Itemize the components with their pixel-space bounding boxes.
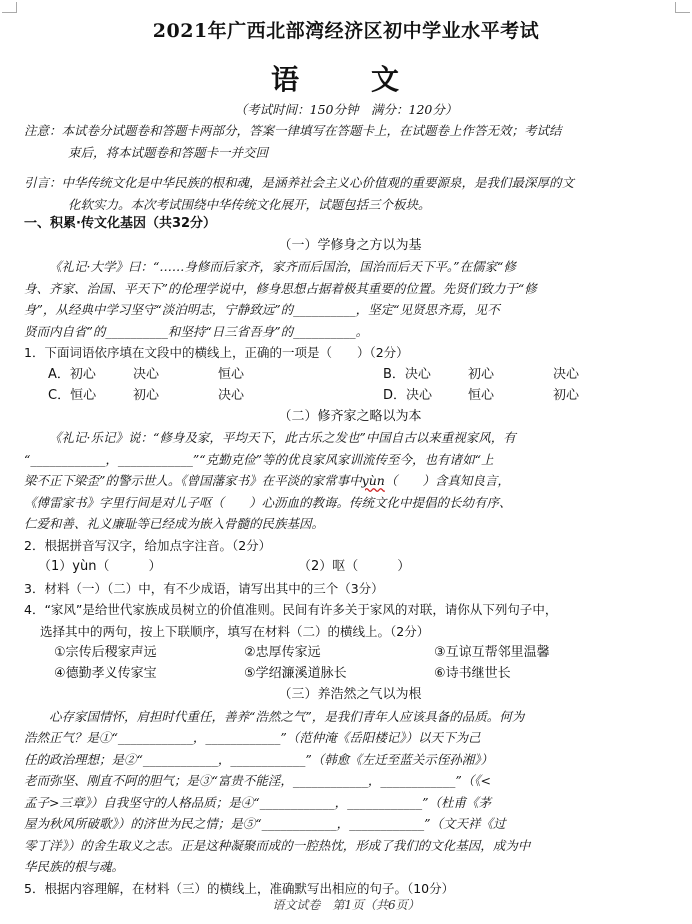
couplet-option-1: ①宗传后稷家声远 bbox=[54, 645, 157, 660]
passage-3-line-7: 零丁洋》）的舍生取义之志。正是这种凝聚而成的一腔热忱，形成了我们的文化基因，成为中 bbox=[24, 837, 531, 853]
question-4-options bbox=[24, 642, 676, 684]
option-c-word-1: C．恒心 bbox=[48, 387, 97, 403]
subsection-1-title: （一）学修身之方以为基 bbox=[278, 237, 422, 253]
passage-3-line-1: 心存家国情怀，肩担时代重任，善养“浩然之气”，是我们青年人应该具备的品质。何为 bbox=[49, 708, 525, 724]
page-footer: 语文试卷 第1页（共6页） bbox=[272, 898, 420, 912]
option-b-word-2: 初心 bbox=[468, 366, 495, 382]
section-1 bbox=[24, 213, 676, 899]
option-b-word-3: 决心 bbox=[553, 366, 580, 382]
passage-1-line-2: 身、齐家、治国、平天下”的伦理学说中，修身思想占据着极其重要的位置。先贤们致力于“修 bbox=[24, 280, 537, 296]
option-c-word-2: 初心 bbox=[133, 387, 160, 403]
passage-1-line-3: 身”，从经典中学习坚守“淡泊明志，宁静致远”的__________，坚定“见贤思齐焉，见不 bbox=[24, 302, 500, 317]
passage-3-line-3: 任的政治理想；是②“____________，____________”（韩愈《左迁至蓝关示侄孙湘》） bbox=[24, 751, 494, 767]
passage-2-line-3-b: （ ）含真知良言， bbox=[384, 473, 510, 488]
notice-line-1: 本试卷分试题卷和答题卡两部分，答案一律填写在答题卡上，在试题卷上作答无效；考试结 bbox=[61, 123, 562, 138]
option-a-word-3: 恒心 bbox=[218, 366, 245, 382]
page-corner-mark-right bbox=[675, 2, 690, 13]
couplet-option-2: ②忠厚传家远 bbox=[244, 645, 321, 660]
passage-2-line-2: “____________，____________”“克勤克俭”等的优良家风家训流传至今，也有诸如“上 bbox=[24, 451, 494, 467]
option-a-word-2: 决心 bbox=[133, 366, 160, 382]
couplet-option-5: ⑤学绍濂溪道脉长 bbox=[244, 666, 347, 681]
subject-title: 语 文 bbox=[270, 63, 421, 96]
passage-2-line-5: 仁爱和善、礼义廉耻等已经成为嵌入骨髓的民族基因。 bbox=[24, 516, 325, 531]
intro-block bbox=[24, 172, 676, 215]
question-1-options bbox=[24, 364, 676, 406]
passage-3-line-6: 屋为秋风所破歌》）的济世为民之情；是⑤“____________，____________”（文天祥《过 bbox=[24, 816, 506, 831]
question-2-part-1: （1）yùn（ ） bbox=[38, 559, 162, 574]
option-a-word-1: A．初心 bbox=[48, 366, 96, 382]
intro-label: 引言： bbox=[24, 175, 62, 190]
notice-line-2: 束后，将本试题卷和答题卡一并交回 bbox=[68, 144, 269, 160]
couplet-option-6: ⑥诗书继世长 bbox=[434, 666, 511, 681]
section-heading: 一、积累·传文化基因（共32分） bbox=[24, 216, 217, 231]
question-3: 3．材料（一）（二）中，有不少成语，请写出其中的三个（3分） bbox=[24, 580, 384, 596]
option-d-word-2: 恒心 bbox=[468, 387, 495, 403]
passage-3-line-2: 浩然正气？是①“____________，____________”（范仲淹《岳阳楼记》）以天下为己 bbox=[24, 730, 481, 745]
couplet-option-3: ③互谅互帮邻里温馨 bbox=[434, 645, 550, 660]
question-1: 1．下面词语依序填在文段中的横线上，正确的一项是（ ）（2分） bbox=[24, 345, 409, 360]
option-d-word-3: 初心 bbox=[553, 387, 580, 403]
subsection-2-title: （二）修齐家之略以为本 bbox=[278, 408, 422, 424]
passage-3-line-5: 孟子>三章》）自我坚守的人格品质；是④“____________，____________”（杜甫《茅 bbox=[24, 794, 492, 810]
question-4-line-1: 4．“家风”是给世代家族成员树立的价值准则。民间有许多关于家风的对联，请你从下列句子中， bbox=[24, 602, 558, 617]
pinyin-yun: yùn bbox=[361, 473, 385, 488]
exam-title: 2021年广西北部湾经济区初中学业水平考试 bbox=[152, 20, 540, 42]
passage-3-line-4: 老而弥坚、刚直不阿的胆气；是③“富贵不能淫，____________，____________”（《< bbox=[24, 773, 492, 788]
page-corner-mark-left bbox=[2, 2, 17, 13]
question-2: 2．根据拼音写汉字，给加点字注音。（2分） bbox=[24, 537, 272, 553]
option-c-word-3: 决心 bbox=[218, 387, 245, 403]
passage-2-line-1: 《礼记·乐记》说：“修身及家，平均天下，此古乐之发也”中国自古以来重视家风，有 bbox=[49, 430, 516, 445]
intro-line-1: 中华传统文化是中华民族的根和魂，是涵养社会主义心价值观的重要源泉，是我们最深厚的文 bbox=[61, 175, 575, 190]
passage-2-line-3-a: 梁不正下梁歪”的警示世人。《曾国藩家书》在平淡的家常事中 bbox=[24, 473, 362, 488]
question-2-part-2: （2）呕（ ） bbox=[298, 559, 411, 574]
passage-1-line-4: 贤而内自省”的__________和坚持“日三省吾身”的__________。 bbox=[24, 323, 369, 339]
question-2-answers bbox=[24, 556, 676, 578]
exam-info: （考试时间：150分钟 满分：120分） bbox=[234, 102, 458, 117]
passage-2-line-4: 《傅雷家书》字里行间是对儿子呕（ ）心沥血的教诲。传统文化中提倡的长幼有序、 bbox=[24, 494, 512, 510]
passage-1-line-1: 《礼记·大学》曰：“……身修而后家齐，家齐而后国治，国治而后天下平。”在儒家“修 bbox=[49, 259, 516, 274]
option-b-word-1: B．决心 bbox=[383, 366, 431, 382]
passage-2-line-3 bbox=[24, 470, 676, 492]
subsection-3-title: （三）养浩然之气以为根 bbox=[278, 687, 422, 702]
notice-block bbox=[24, 120, 676, 163]
option-d-word-1: D．决心 bbox=[383, 387, 433, 403]
couplet-option-4: ④德勤孝义传家宝 bbox=[54, 666, 157, 681]
question-4-line-2: 选择其中的两句，按上下联顺序，填写在材料（二）的横线上。（2分） bbox=[40, 623, 430, 639]
intro-line-2: 化软实力。本次考试围绕中华传统文化展开，试题包括三个板块。 bbox=[68, 196, 431, 212]
question-5: 5．根据内容理解，在材料（三）的横线上，准确默写出相应的句子。（10分） bbox=[24, 880, 455, 896]
notice-label: 注意： bbox=[24, 123, 62, 138]
passage-3-line-8: 华民族的根与魂。 bbox=[24, 859, 125, 874]
